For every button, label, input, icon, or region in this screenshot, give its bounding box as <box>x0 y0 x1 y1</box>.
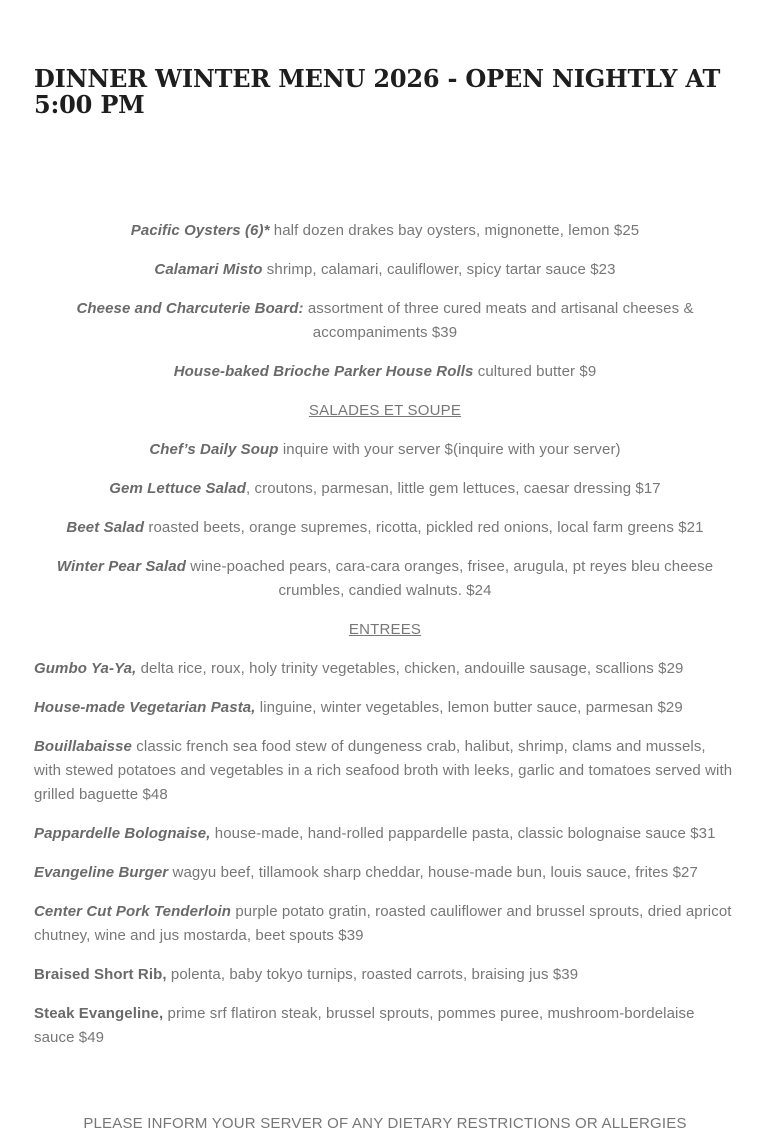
item-description: house-made, hand-rolled pappardelle pasta, classic bolognaise sauce $31 <box>210 825 716 842</box>
item-name: Pacific Oysters (6)* <box>130 222 270 239</box>
menu-item-gem-lettuce-salad <box>34 477 736 501</box>
menu-item-pacific-oysters <box>34 219 736 243</box>
menu-item-bouillabaisse <box>34 735 736 807</box>
item-description: shrimp, calamari, cauliflower, spicy tartar sauce $23 <box>262 261 616 278</box>
item-description: classic french sea food stew of dungeness crab, halibut, shrimp, clams and mussels, with stewed potatoes and vegetables in a rich seafood broth with leeks, garlic and tomatoes served with grilled baguette $48 <box>34 738 733 803</box>
section-heading-entrees: ENTREES <box>348 621 422 638</box>
item-name: Steak Evangeline, <box>34 1005 164 1022</box>
item-description: delta rice, roux, holy trinity vegetables, chicken, andouille sausage, scallions $29 <box>136 660 684 677</box>
menu-item-cheese-board <box>34 297 736 345</box>
item-name: Cheese and Charcuterie Board: <box>76 300 304 317</box>
item-description: cultured butter $9 <box>473 363 597 380</box>
item-name: House-made Vegetarian Pasta, <box>34 699 256 716</box>
menu-item-winter-pear-salad <box>34 555 736 603</box>
item-name: Center Cut Pork Tenderloin <box>34 903 232 920</box>
section-heading-salads: SALADES ET SOUPE <box>308 402 462 419</box>
item-name: Winter Pear Salad <box>56 558 186 575</box>
menu-item-evangeline-burger <box>34 861 736 885</box>
menu-body <box>34 219 736 1065</box>
item-name: Chef’s Daily Soup <box>149 441 279 458</box>
item-description: inquire with your server $(inquire with your server) <box>278 441 621 458</box>
menu-item-pork-tenderloin <box>34 900 736 948</box>
item-name: Pappardelle Bolognaise, <box>34 825 211 842</box>
item-description: prime srf flatiron steak, brussel sprouts, pommes puree, mushroom-bordelaise sauce $49 <box>34 1005 695 1046</box>
item-description: half dozen drakes bay oysters, mignonette, lemon $25 <box>269 222 640 239</box>
item-description: wagyu beef, tillamook sharp cheddar, house-made bun, louis sauce, frites $27 <box>168 864 698 881</box>
menu-item-gumbo <box>34 657 736 681</box>
item-name: Gumbo Ya-Ya, <box>34 660 137 677</box>
item-description: polenta, baby tokyo turnips, roasted carrots, braising jus $39 <box>166 966 579 983</box>
menu-item-calamari-misto <box>34 258 736 282</box>
menu-item-steak-evangeline <box>34 1002 736 1050</box>
item-name: House-baked Brioche Parker House Rolls <box>173 363 474 380</box>
item-description: roasted beets, orange supremes, ricotta, pickled red onions, local farm greens $21 <box>144 519 704 536</box>
item-name: Calamari Misto <box>154 261 263 278</box>
item-description: assortment of three cured meats and artisanal cheeses & accompaniments $39 <box>303 300 694 341</box>
menu-item-daily-soup <box>34 438 736 462</box>
item-name: Beet Salad <box>66 519 145 536</box>
menu-item-beet-salad <box>34 516 736 540</box>
menu-item-brioche-rolls <box>34 360 736 384</box>
item-description: , croutons, parmesan, little gem lettuces, caesar dressing $17 <box>246 480 661 497</box>
item-description: wine-poached pears, cara-cara oranges, frisee, arugula, pt reyes bleu cheese crumbles, candied walnuts. $24 <box>185 558 714 599</box>
menu-item-vegetarian-pasta <box>34 696 736 720</box>
item-name: Evangeline Burger <box>34 864 169 881</box>
item-name: Gem Lettuce Salad <box>109 480 246 497</box>
allergy-notice: PLEASE INFORM YOUR SERVER OF ANY DIETARY RESTRICTIONS OR ALLERGIES <box>83 1115 687 1132</box>
item-description: purple potato gratin, roasted cauliflower and brussel sprouts, dried apricot chutney, wine and jus mostarda, beet spouts $39 <box>34 903 732 944</box>
item-name: Braised Short Rib, <box>34 966 167 983</box>
page-title: DINNER WINTER MENU 2026 - OPEN NIGHTLY AT 5:00 PM <box>34 64 721 119</box>
menu-item-pappardelle <box>34 822 736 846</box>
item-description: linguine, winter vegetables, lemon butter sauce, parmesan $29 <box>255 699 683 716</box>
menu-item-short-rib <box>34 963 736 987</box>
item-name: Bouillabaisse <box>34 738 133 755</box>
